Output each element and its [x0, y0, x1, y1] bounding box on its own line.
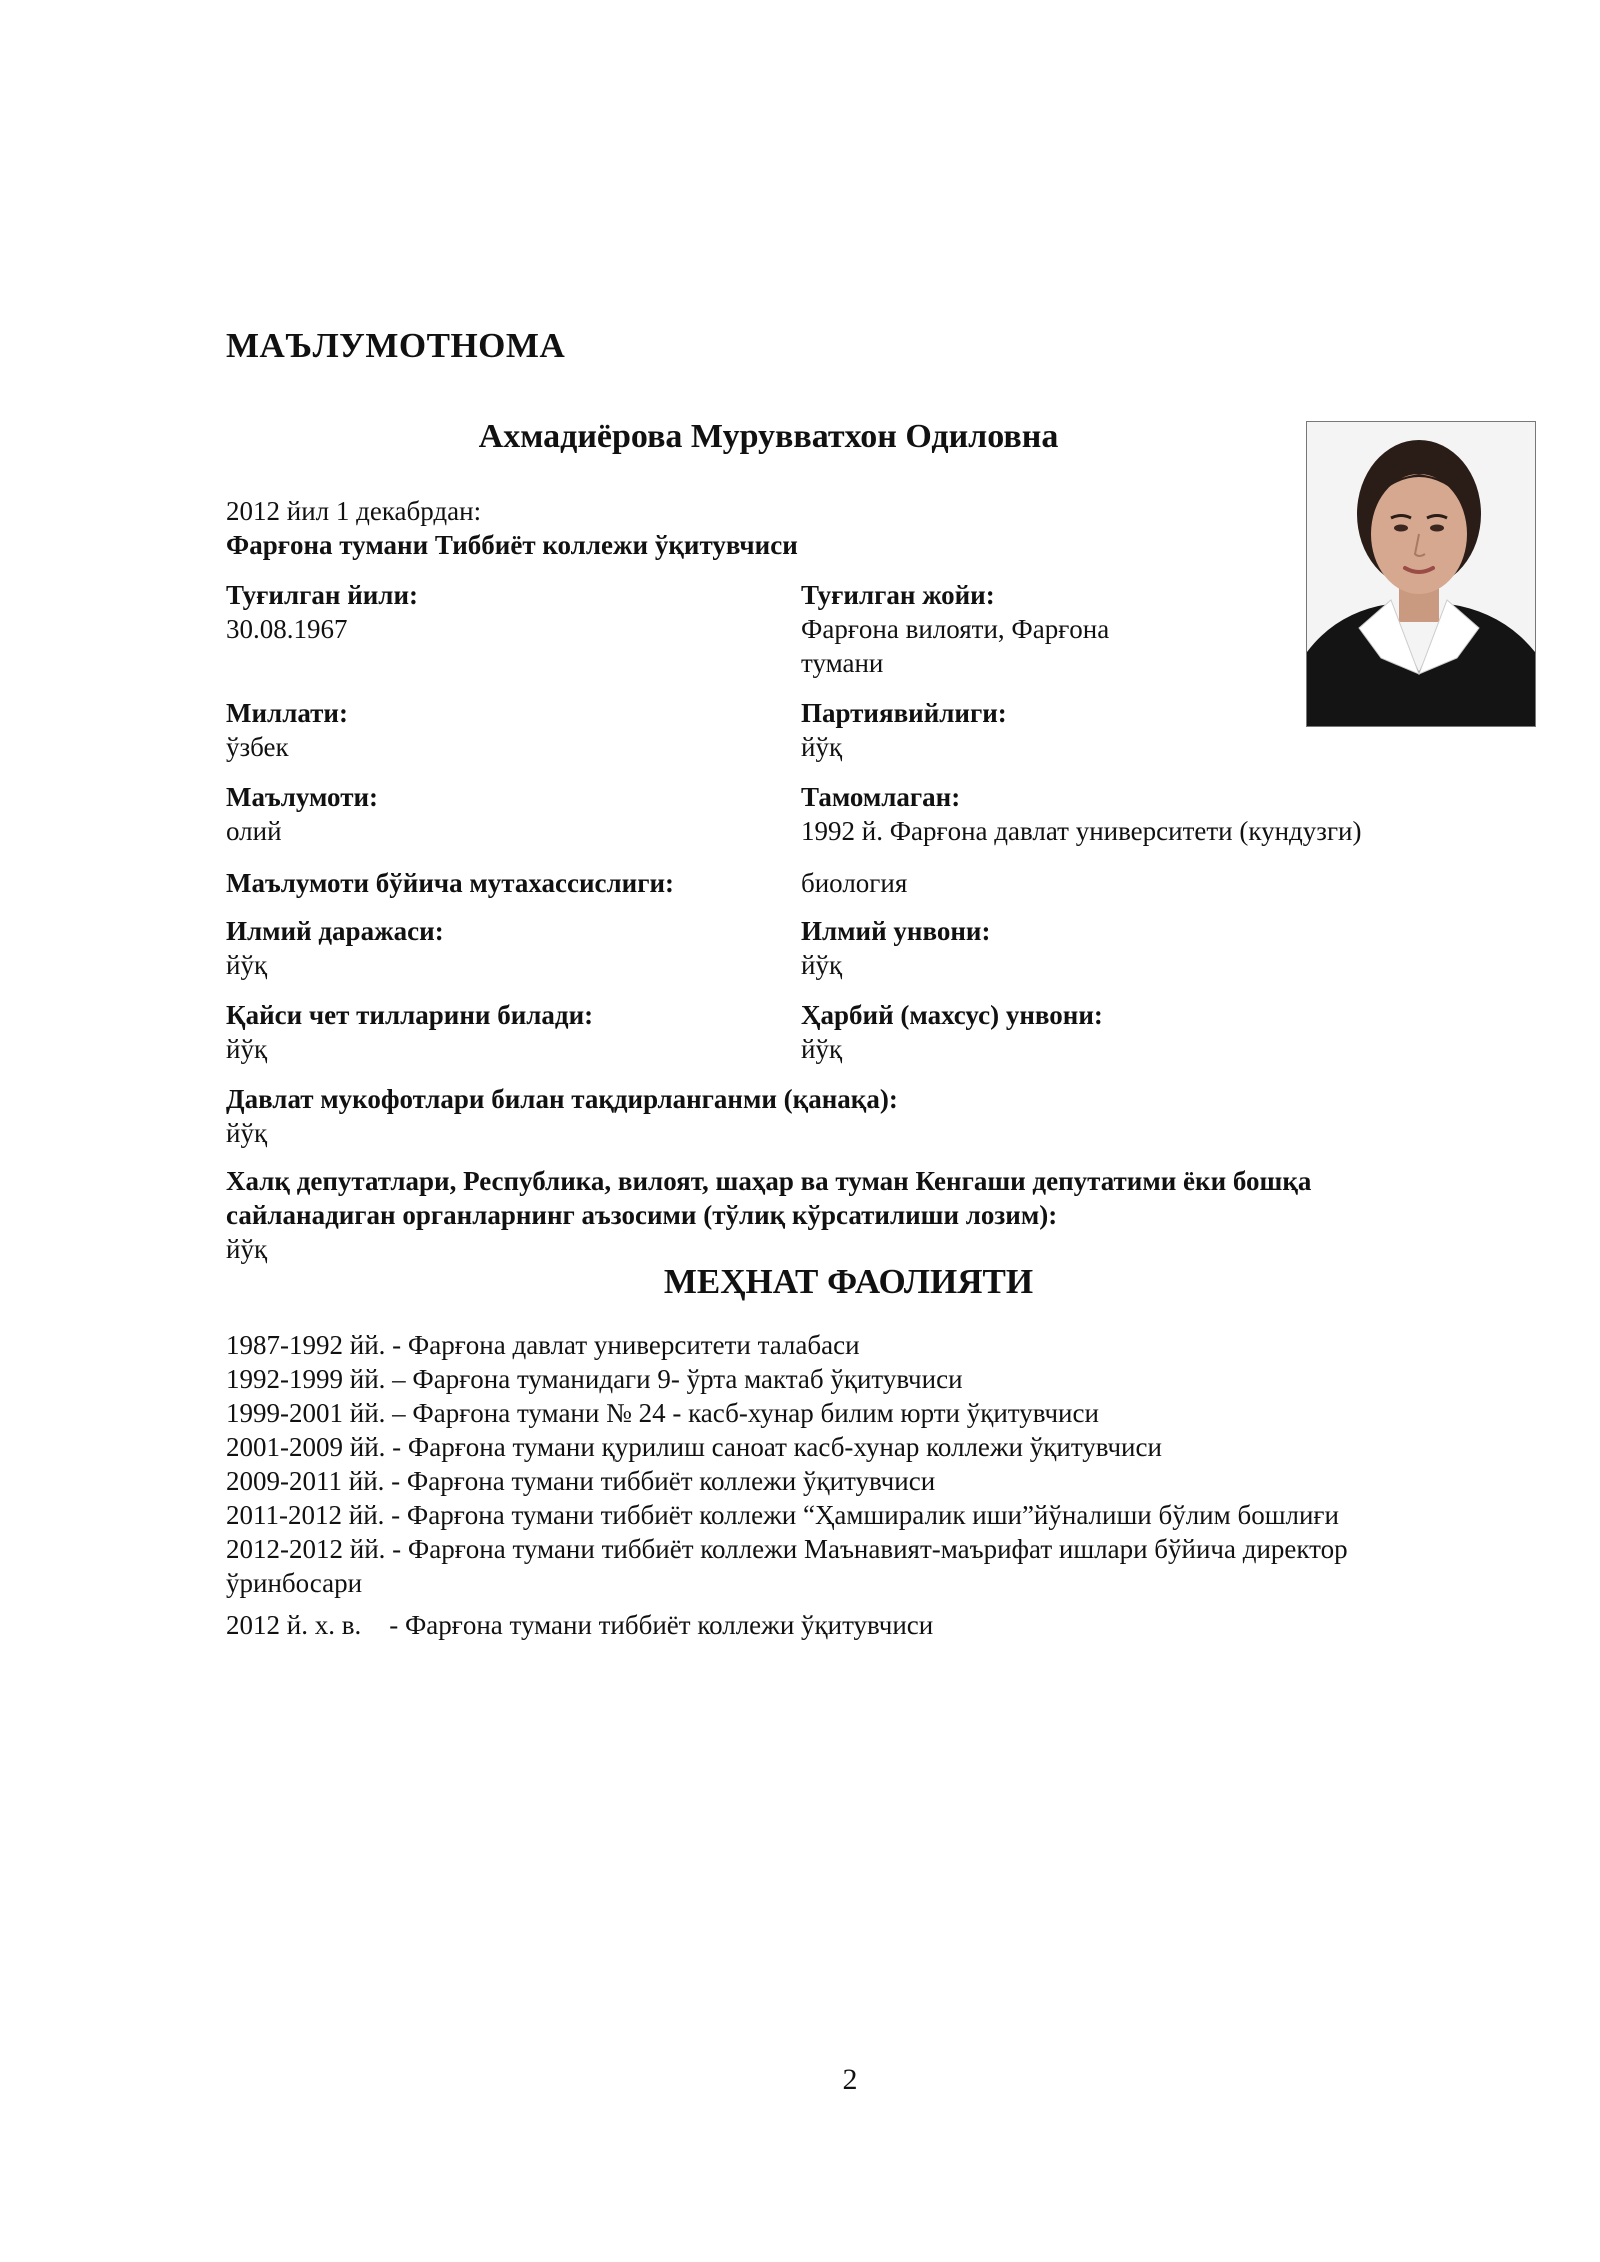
graduated-value: 1992 й. Фарғона давлат университети (кундузги): [801, 816, 1362, 846]
birth-place-value-line2: тумани: [801, 648, 884, 678]
work-history-entry: 2009-2011 йй. - Фарғона тумани тиббиёт коллежи ўқитувчиси: [226, 1466, 936, 1496]
specialty-value: биология: [801, 868, 908, 898]
degree-label: Илмий даражаси:: [226, 916, 444, 946]
education-label: Маълумоти:: [226, 782, 379, 812]
work-history-entry: 2012-2012 йй. - Фарғона тумани тиббиёт коллежи Маънавият-маърифат ишлари бўйича директор ўринбосари: [226, 1534, 1348, 1598]
document-title: МАЪЛУМОТНОМА: [226, 326, 566, 365]
page-number: 2: [842, 2063, 858, 2096]
work-history-entry: 1992-1999 йй. – Фарғона туманидаги 9- ўрта мактаб ўқитувчиси: [226, 1364, 963, 1394]
birth-place-label: Туғилган жойи:: [801, 580, 995, 610]
person-full-name: Ахмадиёрова Мурувватхон Одиловна: [478, 418, 1059, 455]
work-history-title: МЕҲНАТ ФАОЛИЯТИ: [663, 1262, 1034, 1301]
nationality-value: ўзбек: [226, 732, 289, 762]
state-awards-label: Давлат мукофотлари билан тақдирланганми (қанақа):: [226, 1084, 898, 1114]
degree-value: йўқ: [226, 950, 268, 980]
languages-label: Қайси чет тилларини билади:: [226, 1000, 594, 1030]
military-rank-value: йўқ: [801, 1034, 843, 1064]
deputy-label-line1: Халқ депутатлари, Республика, вилоят, шаҳар ва туман Кенгаши депутатими ёки бошқа: [226, 1166, 1312, 1196]
portrait-photo: [1306, 421, 1536, 727]
work-history-entry: 1999-2001 йй. – Фарғона тумани № 24 - касб-хунар билим юрти ўқитувчиси: [226, 1398, 1099, 1428]
education-value: олий: [226, 816, 282, 846]
party-label: Партиявийлиги:: [801, 698, 1007, 728]
specialty-label: Маълумоти бўйича мутахассислиги:: [226, 868, 675, 898]
work-history-entry: 2001-2009 йй. - Фарғона тумани қурилиш саноат касб-хунар коллежи ўқитувчиси: [226, 1432, 1162, 1462]
work-history-current-period: 2012 й. х. в.: [226, 1610, 362, 1640]
current-position: Фарғона тумани Тиббиёт коллежи ўқитувчиси: [226, 530, 798, 560]
birth-year-label: Туғилган йили:: [226, 580, 419, 610]
work-history-current-position: - Фарғона тумани тиббиёт коллежи ўқитувчиси: [389, 1610, 934, 1640]
work-history-entry: 2011-2012 йй. - Фарғона тумани тиббиёт коллежи “Ҳамширалик иши”йўналиши бўлим бошлиғи: [226, 1500, 1339, 1530]
state-awards-value: йўқ: [226, 1118, 268, 1148]
deputy-label-line2: сайланадиган органларнинг аъзосими (тўлиқ кўрсатилиши лозим):: [226, 1200, 1058, 1230]
academic-title-label: Илмий унвони:: [801, 916, 991, 946]
academic-title-value: йўқ: [801, 950, 843, 980]
languages-value: йўқ: [226, 1034, 268, 1064]
date-line: 2012 йил 1 декабрдан:: [226, 496, 482, 526]
party-value: йўқ: [801, 732, 843, 762]
birth-year-value: 30.08.1967: [226, 614, 348, 644]
deputy-value: йўқ: [226, 1234, 268, 1264]
work-history-list: [226, 1328, 1476, 1600]
graduated-label: Тамомлаган:: [801, 782, 961, 812]
birth-place-value-line1: Фарғона вилояти, Фарғона: [801, 614, 1110, 644]
work-history-current: [226, 1608, 933, 1642]
military-rank-label: Ҳарбий (махсус) унвони:: [801, 1000, 1103, 1030]
nationality-label: Миллати:: [226, 698, 348, 728]
work-history-entry: 1987-1992 йй. - Фарғона давлат университети талабаси: [226, 1330, 860, 1360]
